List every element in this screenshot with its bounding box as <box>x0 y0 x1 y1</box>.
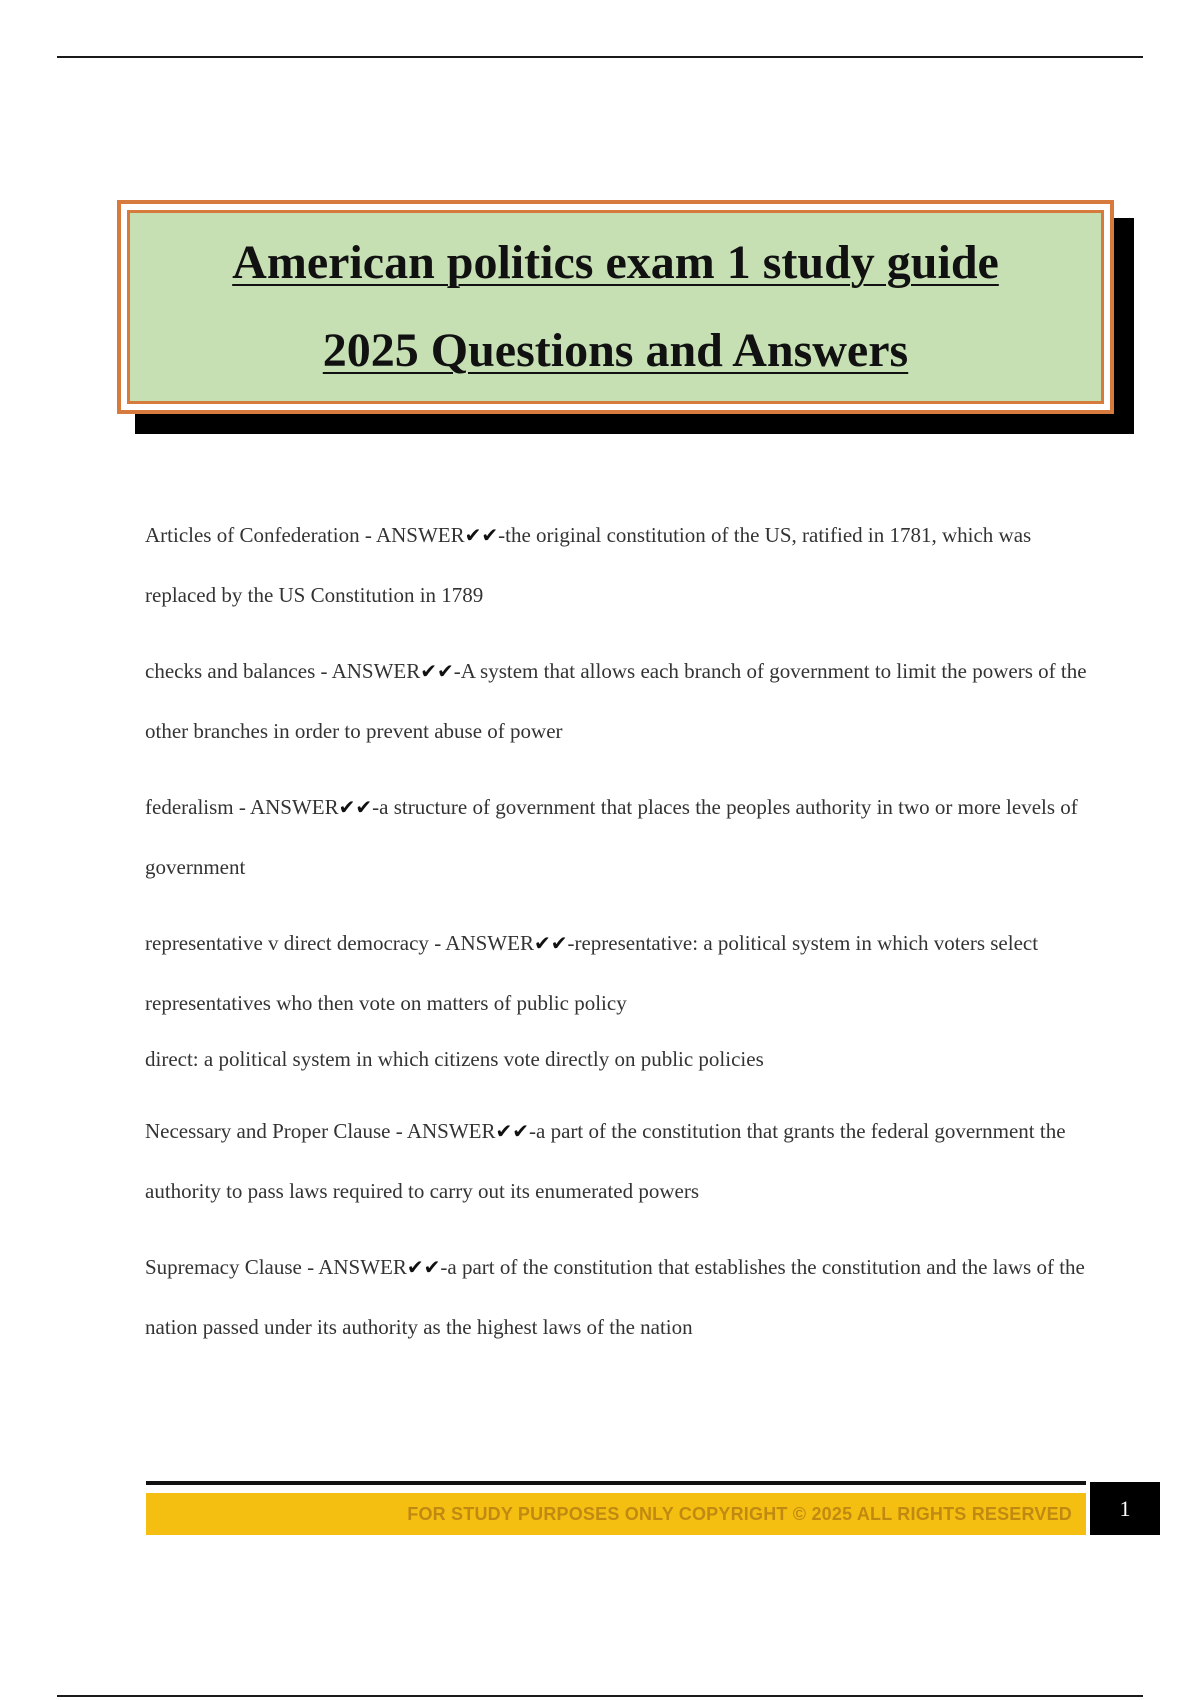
page-number-box <box>1090 1482 1160 1535</box>
answer-marker: ANSWER <box>331 659 421 683</box>
footer-rule <box>146 1481 1086 1485</box>
qa-term: Necessary and Proper Clause <box>145 1119 391 1143</box>
footer-copyright: FOR STUDY PURPOSES ONLY COPYRIGHT © 2025 ALL RIGHTS RESERVED <box>407 1503 1072 1524</box>
answer-marker: ANSWER <box>318 1255 407 1279</box>
answer-marker: ANSWER <box>406 1119 496 1143</box>
top-rule <box>57 56 1143 58</box>
title-box-inner <box>127 210 1104 404</box>
qa-item: representative v direct democracy - ANSWER✔✔-representative: a political system in which voters select representatives who then vote on matters of public policy <box>145 931 1039 1015</box>
qa-item: Necessary and Proper Clause - ANSWER✔✔-a part of the constitution that grants the federal government the authority to pass laws required to carry out its enumerated powers <box>145 1119 1066 1203</box>
qa-term: representative v direct democracy <box>145 931 429 955</box>
checkmarks-icon: ✔✔ <box>533 931 568 955</box>
qa-item: checks and balances - ANSWER✔✔-A system that allows each branch of government to limit the powers of the other branches in order to prevent abuse of power <box>145 659 1087 743</box>
qa-answer: the original constitution of the US, ratified in 1781, which was replaced by the US Constitution in 1789 <box>145 523 1032 607</box>
qa-answer: A system that allows each branch of government to limit the powers of the other branches in order to prevent abuse of power <box>145 659 1087 743</box>
answer-marker: ANSWER <box>445 931 534 955</box>
checkmarks-icon: ✔✔ <box>338 795 373 819</box>
qa-item: Supremacy Clause - ANSWER✔✔-a part of the constitution that establishes the constitution and the laws of the nation passed under its authority as the highest laws of the nation <box>145 1255 1085 1339</box>
qa-answer: representative: a political system in which voters select representatives who then vote on matters of public policy <box>145 931 1039 1015</box>
bottom-rule <box>57 1695 1143 1697</box>
qa-answer: a part of the constitution that grants the federal government the authority to pass laws required to carry out its enumerated powers <box>145 1119 1066 1203</box>
footer-bar <box>146 1493 1086 1535</box>
checkmarks-icon: ✔✔ <box>495 1119 530 1143</box>
qa-item: Articles of Confederation - ANSWER✔✔-the original constitution of the US, ratified in 1781, which was replaced by the US Constitution in 1789 <box>145 523 1032 607</box>
qa-term: Supremacy Clause <box>145 1255 302 1279</box>
checkmarks-icon: ✔✔ <box>406 1255 441 1279</box>
qa-term: Articles of Confederation <box>145 523 360 547</box>
qa-term: checks and balances <box>145 659 316 683</box>
qa-term: federalism <box>145 795 234 819</box>
title-box <box>117 200 1114 414</box>
checkmarks-icon: ✔✔ <box>420 659 454 683</box>
title-line-2: 2025 Questions and Answers <box>322 324 909 377</box>
qa-list <box>145 505 1090 1373</box>
qa-answer: a structure of government that places the peoples authority in two or more levels of government <box>145 795 1078 879</box>
qa-answer: a part of the constitution that establishes the constitution and the laws of the nation passed under its authority as the highest laws of the nation <box>145 1255 1085 1339</box>
page-number: 1 <box>1119 1495 1131 1521</box>
checkmarks-icon: ✔✔ <box>464 523 499 547</box>
answer-marker: ANSWER <box>375 523 465 547</box>
qa-answer-continuation: direct: a political system in which citizens vote directly on public policies <box>145 1047 764 1071</box>
answer-marker: ANSWER <box>249 795 339 819</box>
qa-item: federalism - ANSWER✔✔-a structure of government that places the peoples authority in two or more levels of government <box>145 795 1078 879</box>
title-line-1: American politics exam 1 study guide <box>232 236 999 289</box>
